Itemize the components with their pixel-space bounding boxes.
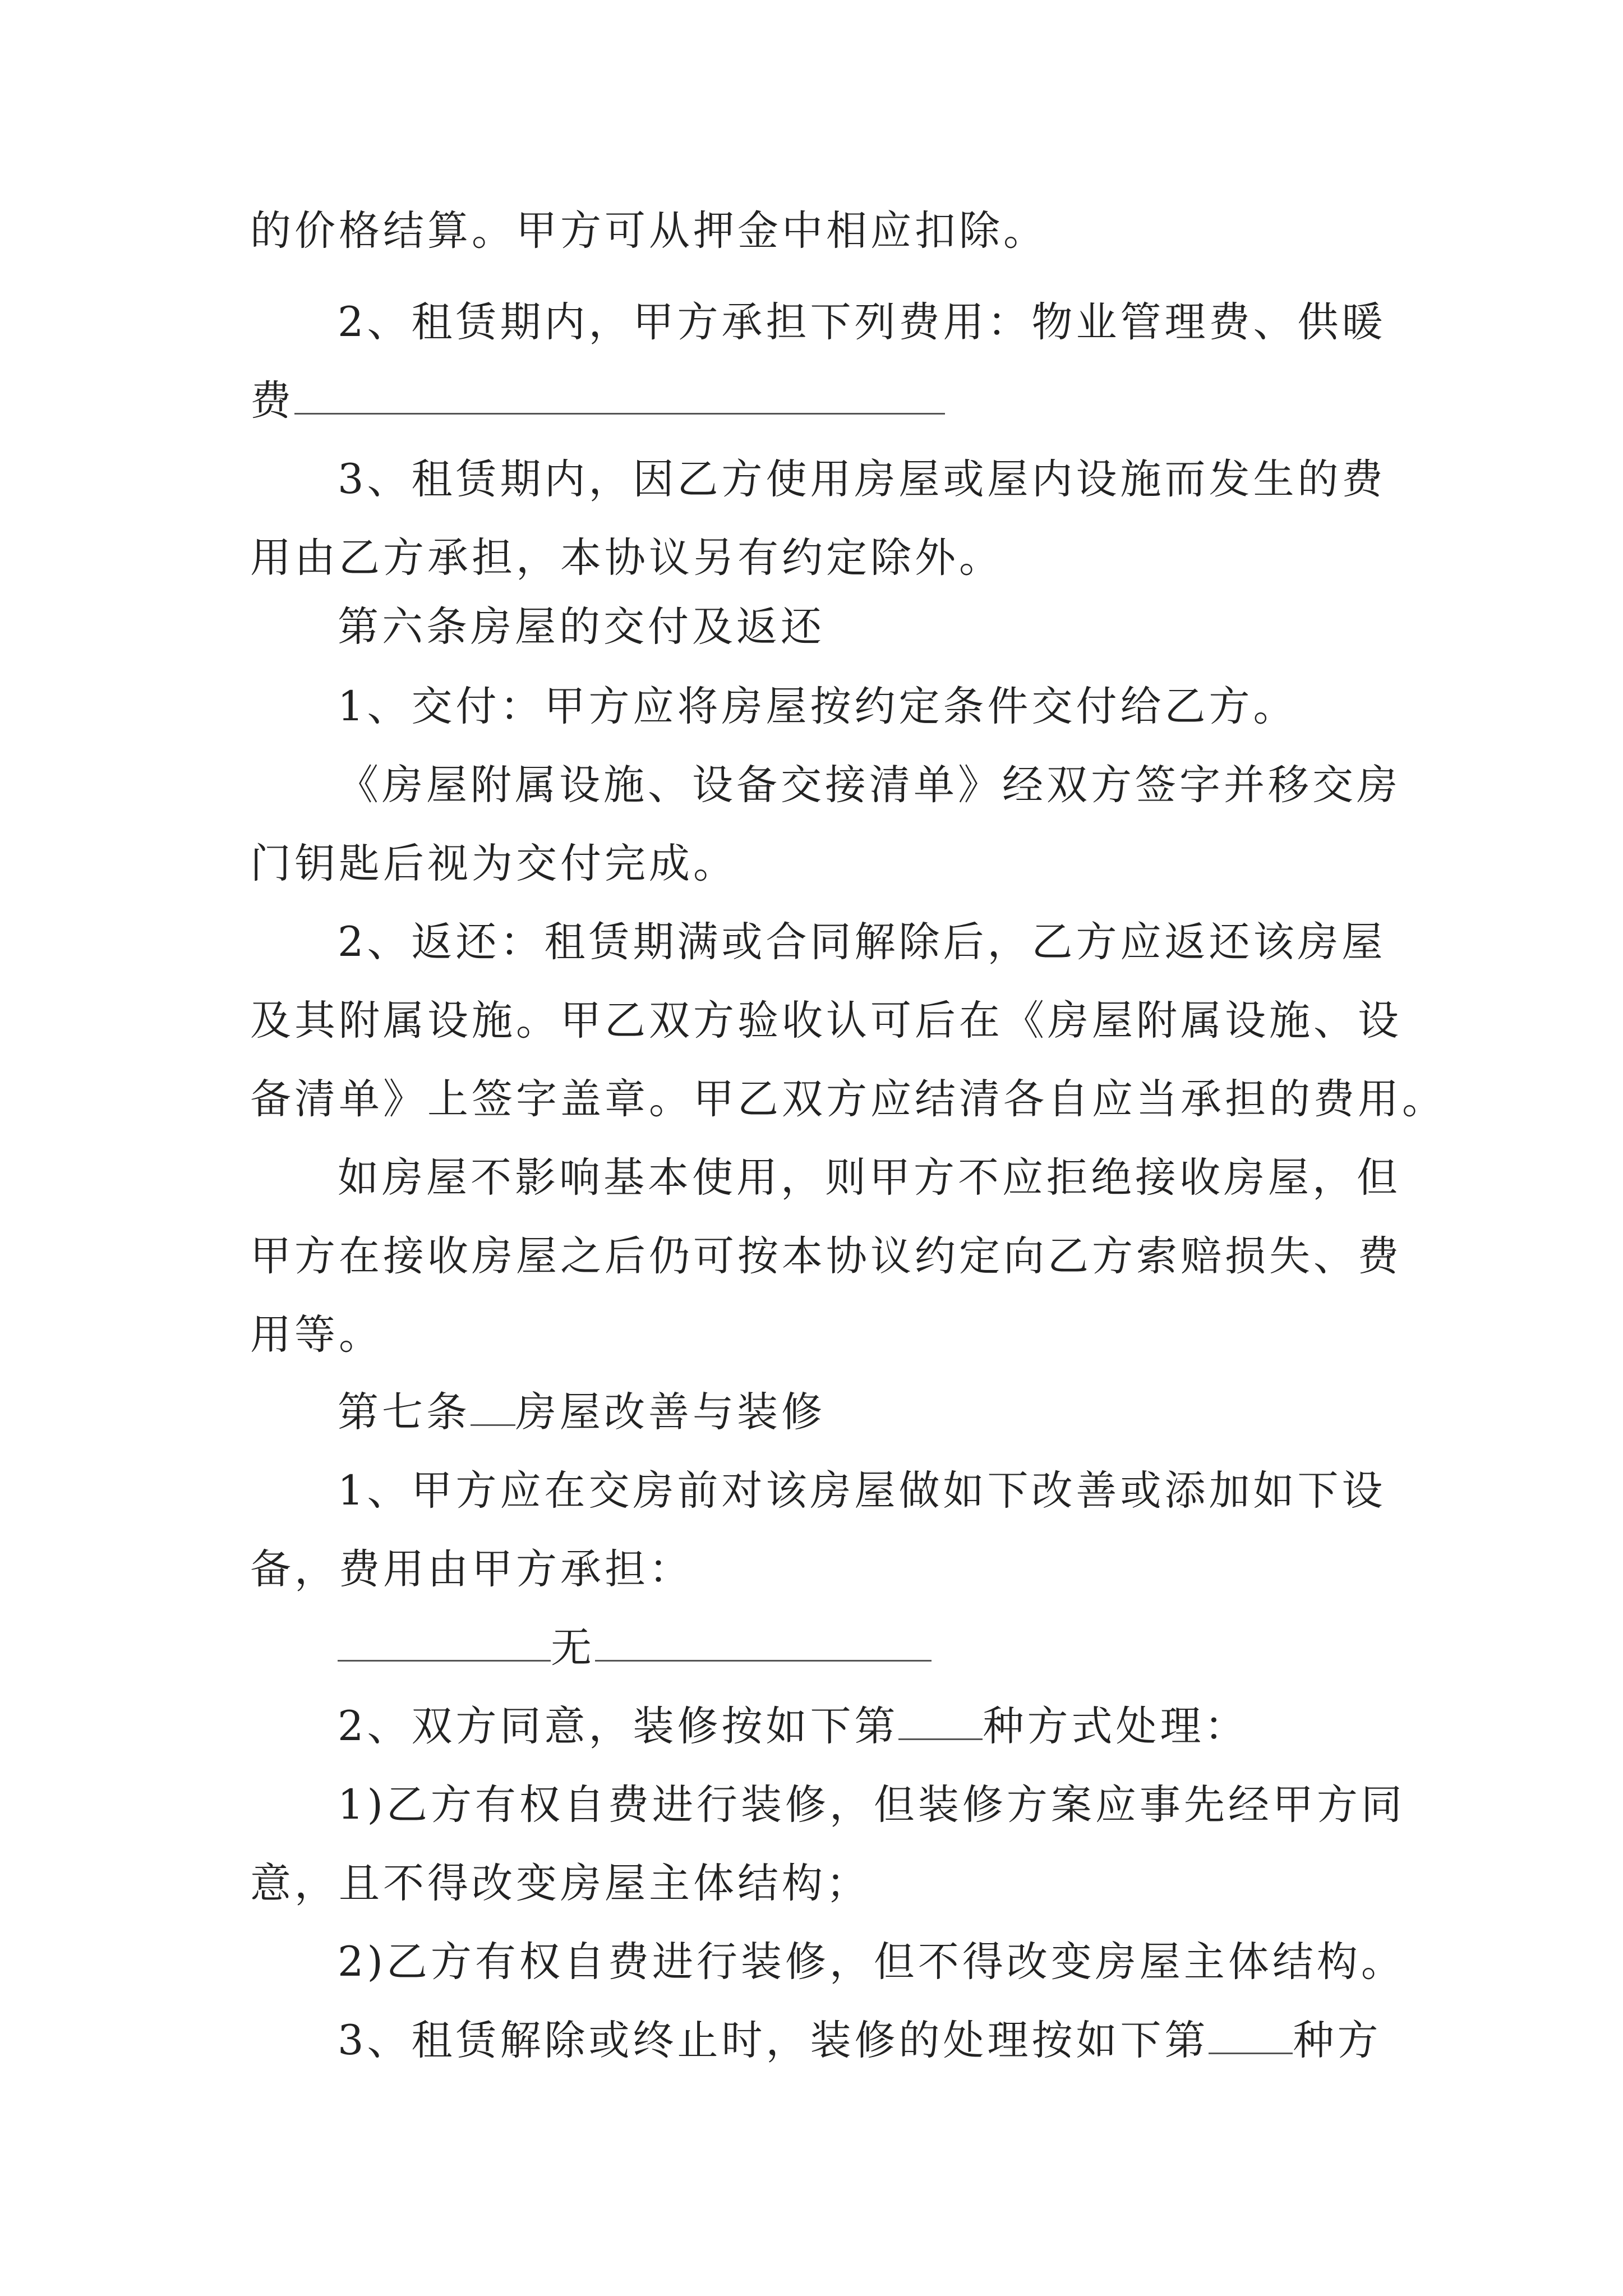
text-segment: 3、租赁解除或终止时，装修的处理按如下第 [338, 2017, 1209, 2064]
text-line: 用由乙方承担，本协议另有约定除外。 [250, 534, 1003, 582]
text-line [338, 1620, 932, 1676]
text-line: 《房屋附属设施、设备交接清单》经双方签字并移交房 [338, 761, 1401, 809]
text-segment: 费 [250, 377, 294, 425]
text-line: 如房屋不影响基本使用，则甲方不应拒绝接收房屋，但 [338, 1154, 1401, 1202]
text-line: 及其附属设施。甲乙双方验收认可后在《房屋附属设施、设 [250, 997, 1402, 1045]
text-segment: 种方 [1293, 2017, 1382, 2064]
section-heading [338, 1384, 826, 1441]
text-line [338, 2013, 1381, 2069]
text-line: 备清单》上签字盖章。甲乙双方应结清各自应当承担的费用。 [250, 1075, 1446, 1123]
text-line: 2)乙方有权自费进行装修，但不得改变房屋主体结构。 [338, 1938, 1405, 1986]
text-line: 门钥匙后视为交付完成。 [250, 840, 737, 887]
fill-blank [294, 374, 945, 415]
text-line: 1、甲方应在交房前对该房屋做如下改善或添加如下设 [338, 1467, 1386, 1515]
text-line: 1)乙方有权自费进行装修，但装修方案应事先经甲方同 [338, 1781, 1405, 1829]
text-segment: 房屋改善与装修 [515, 1388, 826, 1436]
section-heading: 第六条房屋的交付及返还 [338, 603, 825, 651]
text-line: 的价格结算。甲方可从押金中相应扣除。 [250, 207, 1048, 255]
text-line: 1、交付：甲方应将房屋按约定条件交付给乙方。 [338, 683, 1298, 730]
text-line: 甲方在接收房屋之后仍可按本协议约定向乙方索赔损失、费 [250, 1232, 1402, 1280]
text-segment: 2、双方同意，装修按如下第 [338, 1703, 899, 1750]
text-line: 备，费用由甲方承担： [250, 1545, 693, 1593]
text-line [250, 373, 945, 429]
fill-blank [595, 1621, 932, 1662]
text-segment: 种方式处理： [983, 1703, 1249, 1750]
fill-blank [471, 1385, 515, 1426]
text-segment: 无 [551, 1624, 595, 1672]
text-line: 3、租赁期内，因乙方使用房屋或屋内设施而发生的费 [338, 455, 1386, 503]
fill-blank [898, 1699, 983, 1740]
text-line: 2、租赁期内，甲方承担下列费用：物业管理费、供暖 [338, 298, 1386, 346]
text-line: 意，且不得改变房屋主体结构； [250, 1860, 870, 1907]
fill-blank [1209, 2013, 1293, 2054]
fill-blank [338, 1621, 551, 1662]
text-line [338, 1699, 1248, 1755]
text-line: 2、返还：租赁期满或合同解除后，乙方应返还该房屋 [338, 918, 1386, 966]
text-line: 用等。 [250, 1311, 383, 1359]
text-segment: 第七条 [338, 1388, 471, 1436]
